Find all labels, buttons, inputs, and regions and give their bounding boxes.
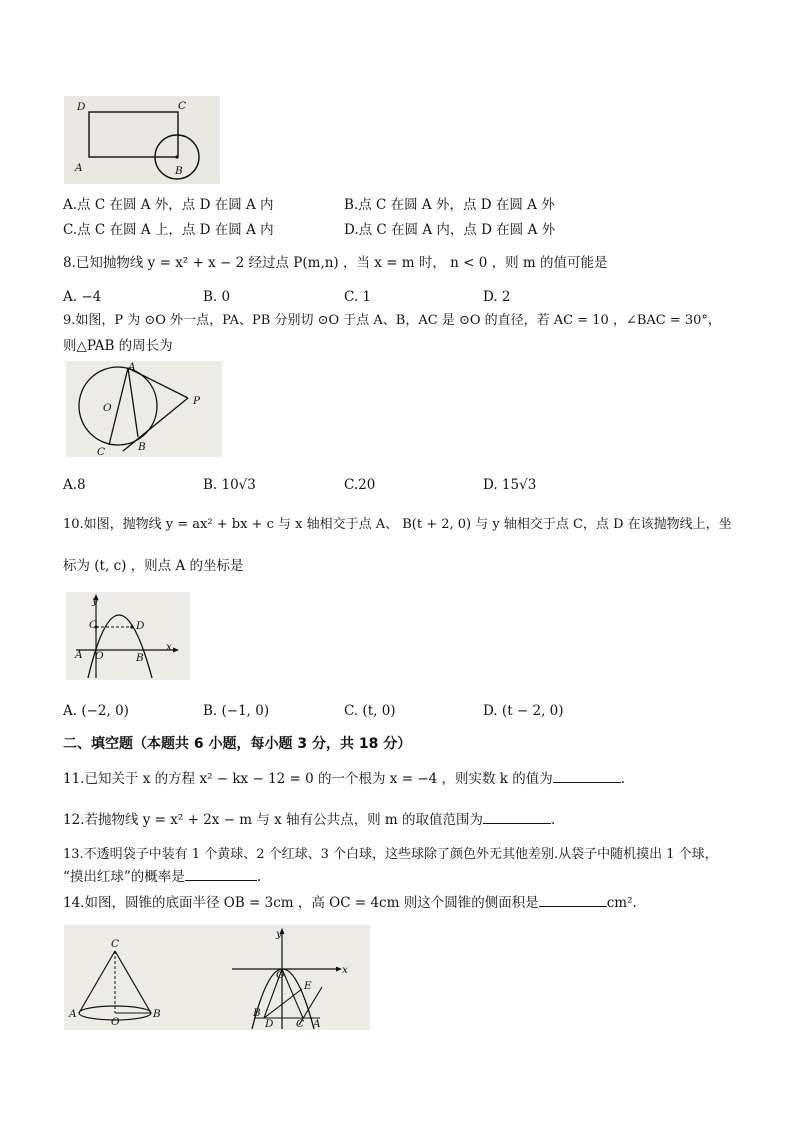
q9-option-b: B. 10√3 xyxy=(203,477,256,493)
q10-label-d: D xyxy=(136,620,145,632)
parabola-label-x: x xyxy=(342,964,348,976)
q9-stem-line1: 9.如图，P 为 ⊙O 外一点，PA、PB 分别切 ⊙O 于点 A、B，AC 是 ⊙O 的直径，若 AC = 10 ，∠BAC = 30°， xyxy=(63,313,721,328)
q10-figure xyxy=(66,592,190,680)
q9-label-b: B xyxy=(138,441,146,453)
q11-end: . xyxy=(620,771,626,787)
parabola-label-e: E xyxy=(304,980,312,992)
q8-option-d: D. 2 xyxy=(483,289,511,305)
q10-option-a: A. (−2, 0) xyxy=(63,703,129,719)
q7-option-d: D.点 C 在圆 A 内，点 D 在圆 A 外 xyxy=(344,222,556,238)
q10-option-c: C. (t, 0) xyxy=(344,703,396,719)
q9-stem-line2: 则△PAB 的周长为 xyxy=(63,338,173,354)
q13-end: . xyxy=(256,869,262,885)
parabola-label-b: B xyxy=(253,1007,261,1019)
q10-label-a: A xyxy=(75,649,83,661)
q11 xyxy=(63,770,625,788)
q7-label-b: B xyxy=(175,165,183,177)
q10-stem-line2: 标为 (t, c) ，则点 A 的坐标是 xyxy=(63,558,244,574)
q7-option-c: C.点 C 在圆 A 上，点 D 在圆 A 内 xyxy=(63,222,274,238)
q7-figure xyxy=(64,96,220,184)
parabola-label-y: y xyxy=(276,928,282,940)
q13-line1: 13.不透明袋子中装有 1 个黄球、2 个红球、3 个白球，这些球除了颜色外无其他差别.从袋子中随机摸出 1 个球， xyxy=(63,847,718,862)
q8-stem: 8.已知抛物线 y = x² + x − 2 经过点 P(m,n) ，当 x = m 时， n < 0 ，则 m 的值可能是 xyxy=(63,255,608,271)
q10-label-x: x xyxy=(166,641,172,653)
q9-label-c: C xyxy=(97,446,106,457)
q7-label-a: A xyxy=(75,162,83,174)
cone-figure xyxy=(68,938,161,1028)
parabola-label-a: A xyxy=(313,1018,321,1030)
q12-text: 12.若抛物线 y = x² + 2x − m 与 x 轴有公共点，则 m 的取值范围为 xyxy=(63,812,483,828)
q14-unit: cm². xyxy=(606,895,637,911)
q11-text: 11.已知关于 x 的方程 x² − kx − 12 = 0 的一个根为 x = −4 ，则实数 k 的值为 xyxy=(63,771,553,787)
parabola-label-c: C xyxy=(296,1018,305,1030)
q10-label-c: C xyxy=(89,619,98,631)
q10-option-d: D. (t − 2, 0) xyxy=(483,703,564,719)
q8-option-c: C. 1 xyxy=(344,289,372,305)
cone-label-a: A xyxy=(69,1008,77,1020)
q9-figure xyxy=(66,361,222,457)
q10-option-b: B. (−1, 0) xyxy=(203,703,270,719)
q9-label-a: A xyxy=(128,361,136,373)
q13-line2 xyxy=(63,868,261,886)
q10-label-y: y xyxy=(92,595,98,607)
q8-option-a: A. −4 xyxy=(63,289,102,305)
q10-label-o: O xyxy=(95,650,104,662)
parabola-figure xyxy=(232,928,348,1030)
q12-answer-blank[interactable] xyxy=(483,811,551,824)
q7-option-b: B.点 C 在圆 A 外，点 D 在圆 A 外 xyxy=(344,197,555,213)
q14 xyxy=(63,894,637,912)
q14-answer-blank[interactable] xyxy=(539,894,607,907)
q14-text: 14.如图，圆锥的底面半径 OB = 3cm ，高 OC = 4cm 则这个圆锥的侧面积是 xyxy=(63,895,539,911)
q7-option-a: A.点 C 在圆 A 外，点 D 在圆 A 内 xyxy=(63,197,274,213)
section2-title: 二、填空题（本题共 6 小题，每小题 3 分，共 18 分） xyxy=(63,736,412,752)
q13-answer-blank[interactable] xyxy=(185,868,257,881)
q9-option-c: C.20 xyxy=(344,477,376,493)
q7-label-d: D xyxy=(77,101,86,113)
q8-option-b: B. 0 xyxy=(203,289,231,305)
q9-label-o: O xyxy=(103,402,112,414)
q10-stem-line1: 10.如图，抛物线 y = ax² + bx + c 与 x 轴相交于点 A、 B(t + 2, 0) 与 y 轴相交于点 C，点 D 在该抛物线上，坐 xyxy=(63,517,732,532)
q14-figures xyxy=(64,925,370,1030)
parabola-label-d: D xyxy=(265,1018,274,1030)
cone-label-c: C xyxy=(111,938,120,950)
q13-text: “摸出红球”的概率是 xyxy=(63,869,185,885)
q9-label-p: P xyxy=(193,395,201,407)
cone-label-o: O xyxy=(111,1016,120,1028)
q12 xyxy=(63,811,555,829)
q9-option-a: A.8 xyxy=(63,477,86,493)
q9-option-d: D. 15√3 xyxy=(483,477,537,493)
q7-label-c: C xyxy=(178,100,187,112)
cone-label-b: B xyxy=(153,1008,161,1020)
parabola-label-o: O xyxy=(276,969,285,981)
q11-answer-blank[interactable] xyxy=(553,770,621,783)
q12-end: . xyxy=(550,812,556,828)
q10-label-b: B xyxy=(136,652,144,664)
